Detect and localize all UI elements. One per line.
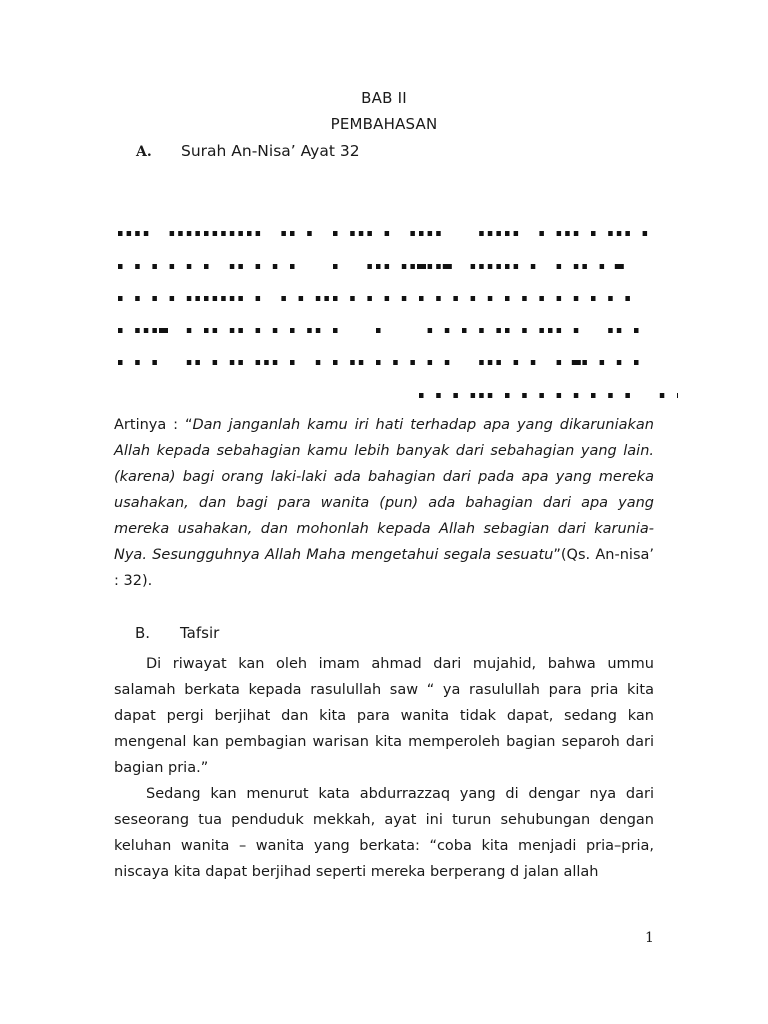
- section-b-title: Tafsir: [180, 624, 220, 642]
- arabic-glyph-mark: [443, 264, 452, 269]
- arabic-glyph-mark: [574, 328, 579, 333]
- tafsir-paragraph-1: Di riwayat kan oleh imam ahmad dari mujahid, bahwa ummu salamah berkata kepada rasulullah saw “ ya rasulullah para pria kita dapat pergi berjihat dan kita para wanita tidak dapat, sedang kan mengenal kan pembagian warisan kita memperoleh bagian separoh dari bagian pria.”: [114, 656, 654, 776]
- arabic-glyph-mark: [436, 296, 441, 301]
- arabic-glyph-mark: [213, 360, 218, 365]
- arabic-glyph-mark: [238, 231, 243, 236]
- arabic-glyph-mark: [238, 360, 243, 365]
- translation-paragraph: [114, 412, 654, 594]
- arabic-glyph-mark: [385, 296, 390, 301]
- arabic-glyph-mark: [505, 393, 510, 398]
- arabic-glyph-mark: [591, 296, 596, 301]
- arabic-glyph-mark: [195, 360, 200, 365]
- arabic-glyph-mark: [479, 328, 484, 333]
- arabic-glyph-mark: [118, 296, 123, 301]
- chapter-number: BAB II: [361, 89, 407, 107]
- arabic-glyph-mark: [307, 231, 312, 236]
- arabic-glyph-mark: [230, 231, 235, 236]
- arabic-glyph-mark: [539, 231, 544, 236]
- arabic-glyph-mark: [187, 296, 192, 301]
- arabic-glyph-mark: [522, 328, 527, 333]
- arabic-glyph-mark: [359, 360, 364, 365]
- arabic-glyph-mark: [608, 231, 613, 236]
- arabic-glyph-mark: [617, 328, 622, 333]
- arabic-glyph-mark: [410, 360, 415, 365]
- arabic-glyph-mark: [557, 296, 562, 301]
- arabic-glyph-mark: [419, 393, 424, 398]
- arabic-glyph-mark: [634, 360, 639, 365]
- arabic-glyph-mark: [256, 264, 261, 269]
- arabic-glyph-mark: [187, 328, 192, 333]
- arabic-glyph-mark: [376, 264, 381, 269]
- arabic-glyph-mark: [376, 360, 381, 365]
- arabic-glyph-mark: [591, 231, 596, 236]
- arabic-glyph-mark: [152, 296, 157, 301]
- arabic-glyph-mark: [617, 231, 622, 236]
- arabic-glyph-mark: [213, 296, 218, 301]
- arabic-glyph-mark: [565, 231, 570, 236]
- arabic-glyph-mark: [118, 360, 123, 365]
- arabic-glyph-mark: [316, 328, 321, 333]
- arabic-glyph-mark: [436, 231, 441, 236]
- arabic-glyph-mark: [187, 231, 192, 236]
- arabic-glyph-mark: [625, 393, 630, 398]
- arabic-glyph-mark: [496, 360, 501, 365]
- arabic-glyph-mark: [135, 360, 140, 365]
- arabic-glyph-mark: [479, 264, 484, 269]
- arabic-glyph-mark: [152, 360, 157, 365]
- translation-citation: ”(Qs. An-nisa’ : 32).: [114, 547, 654, 589]
- arabic-glyph-mark: [548, 328, 553, 333]
- arabic-glyph-mark: [574, 393, 579, 398]
- arabic-glyph-mark: [660, 393, 665, 398]
- arabic-glyph-mark: [221, 231, 226, 236]
- arabic-glyph-mark: [195, 231, 200, 236]
- arabic-glyph-mark: [204, 264, 209, 269]
- arabic-glyph-mark: [127, 231, 132, 236]
- arabic-glyph-mark: [419, 231, 424, 236]
- arabic-glyph-mark: [376, 328, 381, 333]
- arabic-glyph-mark: [281, 231, 286, 236]
- arabic-glyph-mark: [230, 264, 235, 269]
- arabic-glyph-mark: [574, 296, 579, 301]
- arabic-glyph-mark: [350, 296, 355, 301]
- arabic-glyph-mark: [367, 296, 372, 301]
- arabic-glyph-mark: [238, 296, 243, 301]
- arabic-glyph-mark: [204, 328, 209, 333]
- arabic-glyph-mark: [256, 328, 261, 333]
- arabic-glyph-mark: [144, 328, 149, 333]
- arabic-glyph-mark: [333, 264, 338, 269]
- arabic-glyph-mark: [428, 328, 433, 333]
- arabic-glyph-mark: [514, 231, 519, 236]
- arabic-glyph-mark: [316, 360, 321, 365]
- arabic-glyph-mark: [539, 296, 544, 301]
- arabic-glyph-mark: [385, 264, 390, 269]
- arabic-glyph-mark: [299, 296, 304, 301]
- arabic-glyph-mark: [615, 264, 624, 269]
- arabic-glyph-mark: [557, 231, 562, 236]
- arabic-glyph-mark: [402, 296, 407, 301]
- arabic-glyph-mark: [230, 296, 235, 301]
- arabic-glyph-mark: [204, 296, 209, 301]
- arabic-glyph-mark: [479, 393, 484, 398]
- arabic-glyph-mark: [333, 231, 338, 236]
- arabic-glyph-mark: [677, 393, 678, 398]
- arabic-verse-image: [118, 218, 678, 408]
- arabic-glyph-mark: [230, 360, 235, 365]
- arabic-glyph-mark: [539, 328, 544, 333]
- arabic-glyph-mark: [350, 231, 355, 236]
- arabic-glyph-mark: [531, 264, 536, 269]
- arabic-glyph-mark: [505, 296, 510, 301]
- arabic-glyph-mark: [307, 328, 312, 333]
- arabic-glyph-mark: [488, 360, 493, 365]
- arabic-glyph-mark: [582, 264, 587, 269]
- arabic-glyph-mark: [410, 264, 415, 269]
- arabic-glyph-mark: [333, 360, 338, 365]
- arabic-glyph-mark: [273, 264, 278, 269]
- arabic-glyph-mark: [608, 296, 613, 301]
- arabic-glyph-mark: [428, 360, 433, 365]
- arabic-glyph-mark: [428, 264, 433, 269]
- arabic-glyph-mark: [273, 360, 278, 365]
- arabic-glyph-mark: [333, 296, 338, 301]
- arabic-glyph-mark: [479, 360, 484, 365]
- arabic-glyph-mark: [428, 231, 433, 236]
- arabic-glyph-mark: [514, 264, 519, 269]
- arabic-glyph-mark: [617, 360, 622, 365]
- arabic-glyph-mark: [496, 264, 501, 269]
- arabic-glyph-mark: [256, 296, 261, 301]
- arabic-glyph-mark: [557, 393, 562, 398]
- arabic-glyph-mark: [600, 264, 605, 269]
- arabic-glyph-mark: [135, 264, 140, 269]
- arabic-glyph-mark: [256, 360, 261, 365]
- arabic-glyph-mark: [247, 231, 252, 236]
- arabic-glyph-mark: [453, 296, 458, 301]
- tafsir-paragraph-2: Sedang kan menurut kata abdurrazzaq yang di dengar nya dari seseorang tua penduduk mekkah, ayat ini turun sehubungan dengan keluhan wanita – wanita yang berkata: “coba kita menjadi pria–pria, niscaya kita dapat berjihad seperti mereka berperang d jalan allah: [114, 786, 654, 880]
- translation-italic-text: Dan janganlah kamu iri hati terhadap apa yang dikaruniakan Allah kepada sebahagian kamu lebih banyak dari sebahagian yang lain. (karena) bagi orang laki-laki ada bahagian dari pada apa yang mereka usahakan, dan bagi para wanita (pun) ada bahagian dari apa yang mereka usahakan, dan mohonlah kepada Allah sebagian dari karunia-Nya. Sesungguhnya Allah Maha mengetahui segala sesuatu: [114, 417, 654, 563]
- arabic-glyph-mark: [471, 296, 476, 301]
- arabic-glyph-mark: [505, 231, 510, 236]
- arabic-glyph-mark: [135, 296, 140, 301]
- arabic-glyph-mark: [634, 328, 639, 333]
- arabic-glyph-mark: [367, 231, 372, 236]
- arabic-glyph-mark: [453, 393, 458, 398]
- arabic-glyph-mark: [393, 360, 398, 365]
- arabic-glyph-mark: [118, 328, 123, 333]
- arabic-glyph-mark: [290, 328, 295, 333]
- arabic-glyph-mark: [135, 231, 140, 236]
- arabic-glyph-mark: [324, 296, 329, 301]
- arabic-glyph-mark: [643, 231, 648, 236]
- arabic-glyph-mark: [187, 264, 192, 269]
- arabic-glyph-mark: [445, 328, 450, 333]
- arabic-glyph-mark: [333, 328, 338, 333]
- arabic-glyph-mark: [488, 393, 493, 398]
- arabic-glyph-mark: [316, 296, 321, 301]
- arabic-glyph-mark: [608, 328, 613, 333]
- arabic-glyph-mark: [436, 264, 441, 269]
- arabic-glyph-mark: [557, 328, 562, 333]
- arabic-glyph-mark: [213, 328, 218, 333]
- arabic-glyph-mark: [170, 231, 175, 236]
- arabic-glyph-mark: [118, 231, 123, 236]
- arabic-glyph-mark: [488, 231, 493, 236]
- arabic-glyph-mark: [170, 296, 175, 301]
- arabic-glyph-mark: [204, 231, 209, 236]
- arabic-glyph-mark: [144, 231, 149, 236]
- arabic-glyph-mark: [419, 296, 424, 301]
- page-number: 1: [645, 930, 654, 946]
- arabic-glyph-mark: [496, 328, 501, 333]
- arabic-glyph-mark: [488, 296, 493, 301]
- arabic-glyph-mark: [290, 264, 295, 269]
- arabic-glyph-mark: [591, 393, 596, 398]
- arabic-glyph-mark: [582, 360, 587, 365]
- arabic-glyph-mark: [436, 393, 441, 398]
- arabic-glyph-mark: [273, 328, 278, 333]
- arabic-glyph-mark: [230, 328, 235, 333]
- arabic-glyph-mark: [462, 328, 467, 333]
- arabic-glyph-mark: [221, 296, 226, 301]
- arabic-glyph-mark: [170, 264, 175, 269]
- arabic-glyph-mark: [359, 231, 364, 236]
- arabic-glyph-mark: [178, 231, 183, 236]
- arabic-glyph-mark: [135, 328, 140, 333]
- arabic-glyph-mark: [539, 393, 544, 398]
- arabic-glyph-mark: [625, 231, 630, 236]
- arabic-glyph-mark: [290, 231, 295, 236]
- arabic-glyph-mark: [496, 231, 501, 236]
- arabic-glyph-mark: [505, 264, 510, 269]
- chapter-title: PEMBAHASAN: [330, 115, 438, 133]
- arabic-glyph-mark: [417, 264, 426, 269]
- section-a-letter: A.: [136, 144, 152, 160]
- arabic-glyph-mark: [531, 360, 536, 365]
- arabic-glyph-mark: [522, 296, 527, 301]
- arabic-glyph-mark: [600, 360, 605, 365]
- arabic-glyph-mark: [238, 328, 243, 333]
- arabic-glyph-mark: [514, 360, 519, 365]
- arabic-glyph-mark: [479, 231, 484, 236]
- arabic-glyph-mark: [238, 264, 243, 269]
- translation-lead: Artinya : “: [114, 417, 193, 433]
- arabic-glyph-mark: [488, 264, 493, 269]
- arabic-glyph-mark: [152, 264, 157, 269]
- arabic-glyph-mark: [572, 360, 581, 365]
- arabic-glyph-mark: [159, 328, 168, 333]
- arabic-verse-glyphs: [118, 218, 678, 408]
- arabic-glyph-mark: [290, 360, 295, 365]
- arabic-glyph-mark: [522, 393, 527, 398]
- arabic-glyph-mark: [264, 360, 269, 365]
- arabic-glyph-mark: [187, 360, 192, 365]
- arabic-glyph-mark: [608, 393, 613, 398]
- arabic-glyph-mark: [281, 296, 286, 301]
- arabic-glyph-mark: [256, 231, 261, 236]
- arabic-glyph-mark: [350, 360, 355, 365]
- arabic-glyph-mark: [195, 296, 200, 301]
- arabic-glyph-mark: [367, 264, 372, 269]
- arabic-glyph-mark: [445, 360, 450, 365]
- arabic-glyph-mark: [402, 264, 407, 269]
- arabic-glyph-mark: [505, 328, 510, 333]
- arabic-glyph-mark: [152, 328, 157, 333]
- section-b-letter: B.: [135, 624, 151, 642]
- section-a-title: Surah An-Nisa’ Ayat 32: [181, 142, 360, 160]
- arabic-glyph-mark: [574, 231, 579, 236]
- arabic-glyph-mark: [118, 264, 123, 269]
- arabic-glyph-mark: [574, 264, 579, 269]
- arabic-glyph-mark: [213, 231, 218, 236]
- arabic-glyph-mark: [385, 231, 390, 236]
- arabic-glyph-mark: [471, 264, 476, 269]
- arabic-glyph-mark: [625, 296, 630, 301]
- arabic-glyph-mark: [471, 393, 476, 398]
- arabic-glyph-mark: [410, 231, 415, 236]
- arabic-glyph-mark: [557, 360, 562, 365]
- arabic-glyph-mark: [557, 264, 562, 269]
